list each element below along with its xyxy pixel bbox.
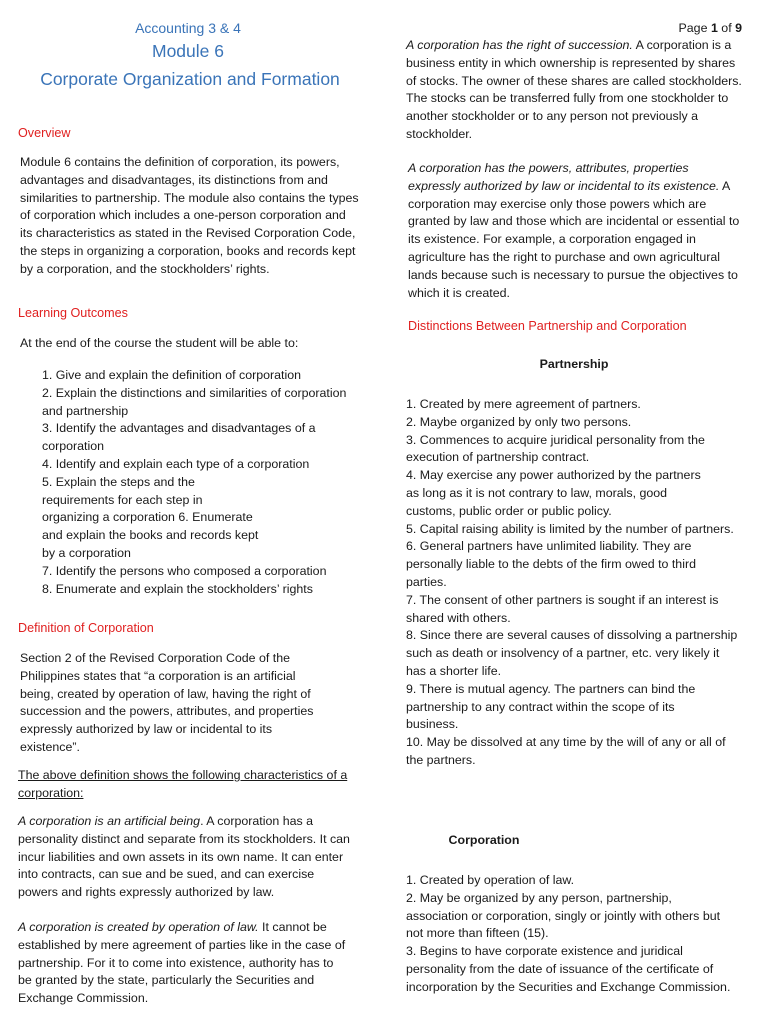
characteristic-text: A corporation is a business entity in which ownership is represented by shares of stocks. The owner of these shares are called stockholders. The stocks can be transferred fully from one stockholder to another stockholder or to any person not previously a stockholder. — [406, 38, 742, 141]
partnership-heading: Partnership — [539, 357, 609, 371]
learning-outcomes-heading: Learning Outcomes — [18, 306, 128, 320]
page-prefix: Page — [678, 21, 708, 35]
list-item: 10. May be dissolved at any time by the will of any or all of the partners. — [406, 735, 726, 767]
page-number — [679, 20, 742, 38]
list-item: 4. May exercise any power authorized by the partners as long as it is not contrary to law, morals, good customs, public order or public policy. — [406, 468, 701, 518]
list-item: 7. The consent of other partners is sought if an interest is shared with others. — [406, 592, 719, 625]
list-item: 8. Enumerate and explain the stockholders’ rights — [42, 581, 313, 596]
list-item: 2. Explain the distinctions and similarities of corporation and partnership — [42, 385, 347, 418]
distinctions-heading: Distinctions Between Partnership and Corporation — [408, 319, 687, 333]
list-item: 1. Created by operation of law. — [406, 873, 575, 887]
overview-heading: Overview — [18, 126, 71, 140]
module-number: Module 6 — [152, 41, 224, 61]
page-of: of — [721, 21, 732, 35]
list-item: 3. Begins to have corporate existence and juridical personality from the date of issuance of the certificate of incorporation by the Securities and Exchange Commission. — [406, 944, 731, 994]
page-title: Corporate Organization and Formation — [40, 69, 340, 89]
list-item: 1. Created by mere agreement of partners. — [406, 397, 641, 411]
list-item: 8. Since there are several causes of dissolving a partnership such as death or insolvency of a partner, etc. very likely it has a shorter life. — [406, 628, 738, 678]
characteristics-intro: The above definition shows the following characteristics of a corporation: — [18, 768, 348, 800]
characteristic-powers — [408, 160, 742, 302]
characteristic-lead: A corporation is an artificial being — [18, 814, 201, 828]
characteristic-lead: A corporation is created by operation of law. — [18, 920, 259, 934]
course-name: Accounting 3 & 4 — [135, 20, 241, 36]
corporation-list — [406, 872, 742, 997]
characteristic-lead: A corporation has the powers, attributes, properties expressly authorized by law or incidental to its existence. — [408, 161, 720, 193]
list-item: 5. Explain the steps and the requirements for each step in organizing a corporation 6. Enumerate and explain the books and records kept by a corporation — [42, 474, 259, 560]
list-item: 2. May be organized by any person, partnership, association or corporation, singly or jointly with others but not more than fifteen (15). — [406, 890, 721, 941]
list-item: 3. Commences to acquire juridical personality from the execution of partnership contract. — [406, 432, 705, 465]
characteristic-succession — [406, 37, 742, 144]
overview-text: Module 6 contains the definition of corporation, its powers, advantages and disadvantages, its distinctions from and similarities to partnership. The module also contains the types of corporation which includes a one-person corporation and its characteristics as stated in the Revised Corporation Code, the steps in organizing a corporation, books and records kept by a corporation, and the stockholders’ rights. — [20, 155, 359, 276]
partnership-list — [406, 396, 742, 770]
definition-text: Section 2 of the Revised Corporation Code of the Philippines states that “a corporation is an artificial being, created by operation of law, having the right of succession and the powers, attributes, and properties expressly authorized by law or incidental to its existence”. — [20, 651, 314, 754]
list-item: 7. Identify the persons who composed a corporation — [42, 563, 327, 578]
characteristic-lead: A corporation has the right of succession. — [406, 38, 633, 52]
characteristic-artificial-being — [18, 813, 350, 902]
list-item: 5. Capital raising ability is limited by the number of partners. — [406, 521, 734, 536]
list-item: 6. General partners have unlimited liability. They are personally liable to the debts of the firm owed to third parties. — [406, 539, 696, 589]
page-total: 9 — [735, 21, 742, 35]
characteristic-text: A corporation may exercise only those powers which are granted by law and those which are incidental or essential to its existence. For example, a corporation engaged in agriculture has the right to purchase and own agricultural lands because such is necessary to pursue the objectives to which it is created. — [408, 178, 740, 300]
list-item: 4. Identify and explain each type of a corporation — [42, 456, 310, 471]
learning-outcomes-list — [42, 367, 362, 598]
characteristic-operation-of-law — [18, 919, 350, 1008]
characteristic-text: . A corporation has a personality distinct and separate from its stockholders. It can incur liabilities and own assets in its own name. It can enter into contracts, can sue and be sued, and can exercise powers and rights expressly authorized by law. — [18, 814, 350, 900]
list-item: 9. There is mutual agency. The partners can bind the partnership to any contract within the scope of its business. — [406, 681, 696, 732]
list-item: 1. Give and explain the definition of corporation — [42, 368, 301, 382]
learning-outcomes-intro: At the end of the course the student will be able to: — [20, 336, 299, 350]
page-current: 1 — [710, 21, 718, 35]
characteristic-text: It cannot be established by mere agreement of parties like in the case of partnership. For it to come into existence, authority has to be granted by the state, particularly the Securities and Exchange Commission. — [18, 920, 346, 1006]
list-item: 2. Maybe organized by only two persons. — [406, 414, 632, 429]
list-item: 3. Identify the advantages and disadvantages of a corporation — [42, 421, 316, 454]
definition-heading: Definition of Corporation — [18, 621, 154, 635]
corporation-heading: Corporation — [448, 833, 520, 847]
